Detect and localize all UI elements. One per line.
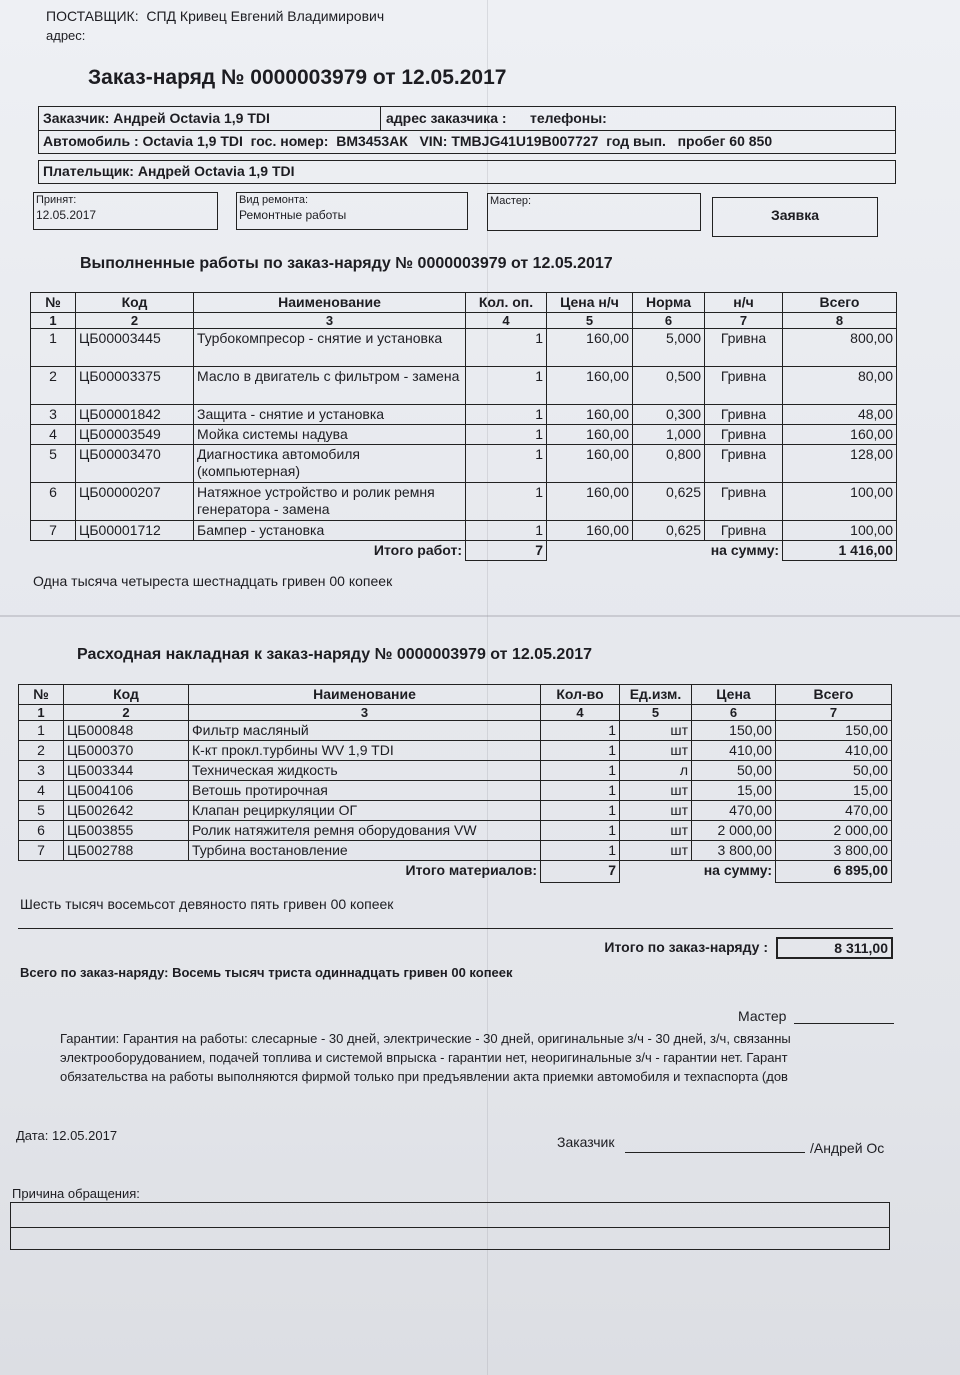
work-code: ЦБ00001842	[76, 405, 194, 425]
work-name: Масло в двигатель с фильтром - замена	[194, 367, 466, 405]
plate-number: ВМ3453АК	[336, 133, 408, 149]
row-number: 3	[31, 405, 76, 425]
master-sign-label: Мастер	[738, 1008, 787, 1024]
work-total: 100,00	[783, 483, 897, 521]
work-code: ЦБ00003375	[76, 367, 194, 405]
work-qty: 1	[466, 425, 547, 445]
divider	[18, 928, 893, 929]
divider	[10, 1227, 890, 1228]
date-line: Дата: 12.05.2017	[16, 1128, 118, 1143]
row-number: 3	[19, 761, 64, 781]
works-sum-value: 1 416,00	[783, 541, 897, 561]
material-price: 2 000,00	[692, 821, 776, 841]
materials-total-label: Итого материалов:	[405, 862, 537, 878]
work-unit: Гривна	[705, 329, 783, 367]
material-total: 150,00	[776, 721, 892, 741]
work-qty: 1	[466, 329, 547, 367]
document-title: Заказ-наряд № 0000003979 от 12.05.2017	[88, 66, 507, 89]
works-total-row	[31, 541, 897, 561]
repair-type-label: Вид ремонта:	[239, 194, 309, 206]
work-unit: Гривна	[705, 483, 783, 521]
master-signature-line	[794, 1023, 894, 1024]
works-total-qty: 7	[466, 541, 547, 561]
divider	[38, 130, 896, 131]
col-number: 2	[76, 313, 194, 329]
work-price: 160,00	[547, 367, 633, 405]
table-row	[19, 741, 892, 761]
material-name: Ветошь протирочная	[189, 781, 541, 801]
supplier-label: ПОСТАВЩИК:	[46, 8, 139, 24]
material-qty: 1	[541, 741, 620, 761]
work-name: Натяжное устройство и ролик ремня генератора - замена	[194, 483, 466, 521]
work-code: ЦБ00000207	[76, 483, 194, 521]
col-header: н/ч	[705, 293, 783, 313]
row-number: 4	[31, 425, 76, 445]
material-price: 470,00	[692, 801, 776, 821]
work-norm: 0,625	[633, 521, 705, 541]
work-qty: 1	[466, 405, 547, 425]
materials-table	[18, 684, 892, 883]
material-name: Фильтр масляный	[189, 721, 541, 741]
col-header: Кол. оп.	[466, 293, 547, 313]
work-total: 128,00	[783, 445, 897, 483]
work-price: 160,00	[547, 521, 633, 541]
table-row	[19, 801, 892, 821]
customer-signature-line	[625, 1152, 805, 1153]
car-line	[43, 133, 772, 149]
material-price: 150,00	[692, 721, 776, 741]
work-unit: Гривна	[705, 521, 783, 541]
material-price: 410,00	[692, 741, 776, 761]
materials-sum-value: 6 895,00	[776, 861, 892, 883]
row-number: 2	[31, 367, 76, 405]
works-sum-in-words: Одна тысяча четыреста шестнадцать гривен 00 копеек	[33, 573, 393, 589]
supplier-name: СПД Кривец Евгений Владимирович	[146, 8, 385, 24]
customer-address-label: адрес заказчика :	[386, 110, 507, 126]
car-model: Автомобиль : Octavia 1,9 TDI	[43, 133, 243, 149]
mileage: пробег 60 850	[677, 133, 773, 149]
material-qty: 1	[541, 841, 620, 861]
work-price: 160,00	[547, 329, 633, 367]
row-number: 5	[31, 445, 76, 483]
guarantee-line: электрооборудованием, подачей топлива и системой впрыска - гарантии нет, неоригинальные з/ч - гарантии нет. Гарант	[60, 1050, 788, 1065]
guarantee-line: обязательства на работы выполняются фирмой только при предъявлении акта приемки автомобиля и техпаспорта (дов	[60, 1069, 788, 1084]
material-total: 410,00	[776, 741, 892, 761]
work-name: Бампер - установка	[194, 521, 466, 541]
materials-total-row	[19, 861, 892, 883]
request-label: Заявка	[770, 207, 820, 223]
col-header: Ед.изм.	[620, 685, 692, 705]
col-header: Код	[76, 293, 194, 313]
table-row	[31, 405, 897, 425]
materials-sum-label: на сумму:	[703, 862, 772, 878]
material-qty: 1	[541, 821, 620, 841]
col-header: Цена н/ч	[547, 293, 633, 313]
work-price: 160,00	[547, 425, 633, 445]
material-price: 15,00	[692, 781, 776, 801]
table-row	[31, 483, 897, 521]
work-name: Мойка системы надува	[194, 425, 466, 445]
material-name: Клапан рециркуляции ОГ	[189, 801, 541, 821]
material-name: Ролик натяжителя ремня оборудования VW	[189, 821, 541, 841]
work-name: Защита - снятие и установка	[194, 405, 466, 425]
row-number: 6	[31, 483, 76, 521]
payer-line: Плательщик: Андрей Octavia 1,9 TDI	[43, 163, 295, 179]
col-number: 7	[705, 313, 783, 329]
customer-name: Заказчик: Андрей Octavia 1,9 TDI	[43, 110, 270, 126]
row-number: 4	[19, 781, 64, 801]
col-number: 2	[64, 705, 189, 721]
material-total: 50,00	[776, 761, 892, 781]
material-price: 3 800,00	[692, 841, 776, 861]
table-row	[19, 721, 892, 741]
vin: VIN: TMBJG41U19B007727	[419, 133, 599, 149]
table-row	[31, 329, 897, 367]
col-header: Кол-во	[541, 685, 620, 705]
col-number: 8	[783, 313, 897, 329]
material-price: 50,00	[692, 761, 776, 781]
row-number: 7	[31, 521, 76, 541]
accepted-date: 12.05.2017	[36, 208, 97, 222]
col-number: 4	[541, 705, 620, 721]
col-header: Цена	[692, 685, 776, 705]
work-code: ЦБ00003549	[76, 425, 194, 445]
materials-header-row	[19, 685, 892, 705]
work-price: 160,00	[547, 405, 633, 425]
works-title: Выполненные работы по заказ-наряду № 0000003979 от 12.05.2017	[80, 255, 613, 272]
row-number: 7	[19, 841, 64, 861]
customer-sign-name: /Андрей Oc	[810, 1140, 885, 1156]
works-sum-label: на сумму:	[710, 542, 779, 558]
material-qty: 1	[541, 721, 620, 741]
material-qty: 1	[541, 781, 620, 801]
material-name: К-кт прокл.турбины WV 1,9 TDI	[189, 741, 541, 761]
work-price: 160,00	[547, 483, 633, 521]
material-unit: шт	[620, 741, 692, 761]
master-label: Мастер:	[490, 195, 532, 207]
col-header: №	[19, 685, 64, 705]
col-header: Всего	[783, 293, 897, 313]
customer-phones-label: телефоны:	[530, 110, 607, 126]
material-name: Техническая жидкость	[189, 761, 541, 781]
material-unit: шт	[620, 781, 692, 801]
grand-total-in-words: Всего по заказ-наряду: Восемь тысяч триста одиннадцать гривен 00 копеек	[20, 965, 513, 980]
work-code: ЦБ00001712	[76, 521, 194, 541]
work-total: 160,00	[783, 425, 897, 445]
material-unit: л	[620, 761, 692, 781]
material-code: ЦБ003855	[64, 821, 189, 841]
col-number: 4	[466, 313, 547, 329]
material-code: ЦБ003344	[64, 761, 189, 781]
material-unit: шт	[620, 721, 692, 741]
works-table	[30, 292, 897, 561]
work-code: ЦБ00003445	[76, 329, 194, 367]
col-number: 6	[692, 705, 776, 721]
table-row	[31, 521, 897, 541]
material-qty: 1	[541, 801, 620, 821]
works-colnum-row	[31, 313, 897, 329]
year-label: год вып.	[606, 133, 666, 149]
materials-total-qty: 7	[541, 861, 620, 883]
supplier-address-label: адрес:	[46, 28, 86, 43]
table-row	[31, 367, 897, 405]
material-unit: шт	[620, 821, 692, 841]
row-number: 1	[31, 329, 76, 367]
work-unit: Гривна	[705, 445, 783, 483]
work-total: 800,00	[783, 329, 897, 367]
work-norm: 0,625	[633, 483, 705, 521]
grand-total-label: Итого по заказ-наряду :	[604, 939, 768, 955]
supplier-line	[46, 8, 384, 24]
work-unit: Гривна	[705, 367, 783, 405]
works-header-row	[31, 293, 897, 313]
materials-sum-in-words: Шесть тысяч восемьсот девяносто пять гривен 00 копеек	[20, 896, 394, 912]
material-code: ЦБ004106	[64, 781, 189, 801]
work-norm: 1,000	[633, 425, 705, 445]
row-number: 5	[19, 801, 64, 821]
works-total-label: Итого работ:	[373, 542, 462, 558]
work-qty: 1	[466, 521, 547, 541]
material-code: ЦБ002788	[64, 841, 189, 861]
work-norm: 0,300	[633, 405, 705, 425]
customer-sign-label: Заказчик	[557, 1134, 615, 1150]
table-row	[19, 821, 892, 841]
work-qty: 1	[466, 367, 547, 405]
materials-colnum-row	[19, 705, 892, 721]
work-norm: 5,000	[633, 329, 705, 367]
table-row	[19, 841, 892, 861]
row-number: 2	[19, 741, 64, 761]
repair-type-value: Ремонтные работы	[239, 208, 347, 222]
work-name: Диагностика автомобиля (компьютерная)	[194, 445, 466, 483]
col-header: Норма	[633, 293, 705, 313]
col-number: 7	[776, 705, 892, 721]
work-qty: 1	[466, 483, 547, 521]
material-code: ЦБ000848	[64, 721, 189, 741]
divider	[380, 106, 381, 130]
material-total: 470,00	[776, 801, 892, 821]
material-qty: 1	[541, 761, 620, 781]
table-row	[31, 445, 897, 483]
work-name: Турбокомпресор - снятие и установка	[194, 329, 466, 367]
col-header: Код	[64, 685, 189, 705]
col-number: 3	[189, 705, 541, 721]
work-total: 48,00	[783, 405, 897, 425]
col-header: Наименование	[189, 685, 541, 705]
work-code: ЦБ00003470	[76, 445, 194, 483]
work-price: 160,00	[547, 445, 633, 483]
row-number: 6	[19, 821, 64, 841]
paper-fold	[0, 615, 960, 617]
table-row	[19, 781, 892, 801]
material-total: 3 800,00	[776, 841, 892, 861]
guarantee-line: Гарантии: Гарантия на работы: слесарные - 30 дней, электрические - 30 дней, оригинальные з/ч - 30 дней, з/ч, связанны	[60, 1031, 791, 1046]
col-number: 5	[620, 705, 692, 721]
work-unit: Гривна	[705, 425, 783, 445]
col-number: 6	[633, 313, 705, 329]
work-total: 80,00	[783, 367, 897, 405]
material-unit: шт	[620, 801, 692, 821]
material-code: ЦБ002642	[64, 801, 189, 821]
row-number: 1	[19, 721, 64, 741]
col-header: Наименование	[194, 293, 466, 313]
material-name: Турбина востановление	[189, 841, 541, 861]
col-header: Всего	[776, 685, 892, 705]
col-number: 3	[194, 313, 466, 329]
material-total: 15,00	[776, 781, 892, 801]
col-number: 1	[19, 705, 64, 721]
col-header: №	[31, 293, 76, 313]
reason-label: Причина обращения:	[12, 1186, 140, 1201]
col-number: 5	[547, 313, 633, 329]
work-norm: 0,500	[633, 367, 705, 405]
material-unit: шт	[620, 841, 692, 861]
work-total: 100,00	[783, 521, 897, 541]
reason-box	[10, 1202, 890, 1250]
material-code: ЦБ000370	[64, 741, 189, 761]
table-row	[19, 761, 892, 781]
accepted-label: Принят:	[36, 194, 77, 206]
grand-total-value: 8 311,00	[834, 940, 888, 956]
work-qty: 1	[466, 445, 547, 483]
material-total: 2 000,00	[776, 821, 892, 841]
table-row	[31, 425, 897, 445]
col-number: 1	[31, 313, 76, 329]
materials-title: Расходная накладная к заказ-наряду № 0000003979 от 12.05.2017	[77, 646, 593, 663]
work-norm: 0,800	[633, 445, 705, 483]
plate-label: гос. номер:	[250, 133, 329, 149]
work-unit: Гривна	[705, 405, 783, 425]
